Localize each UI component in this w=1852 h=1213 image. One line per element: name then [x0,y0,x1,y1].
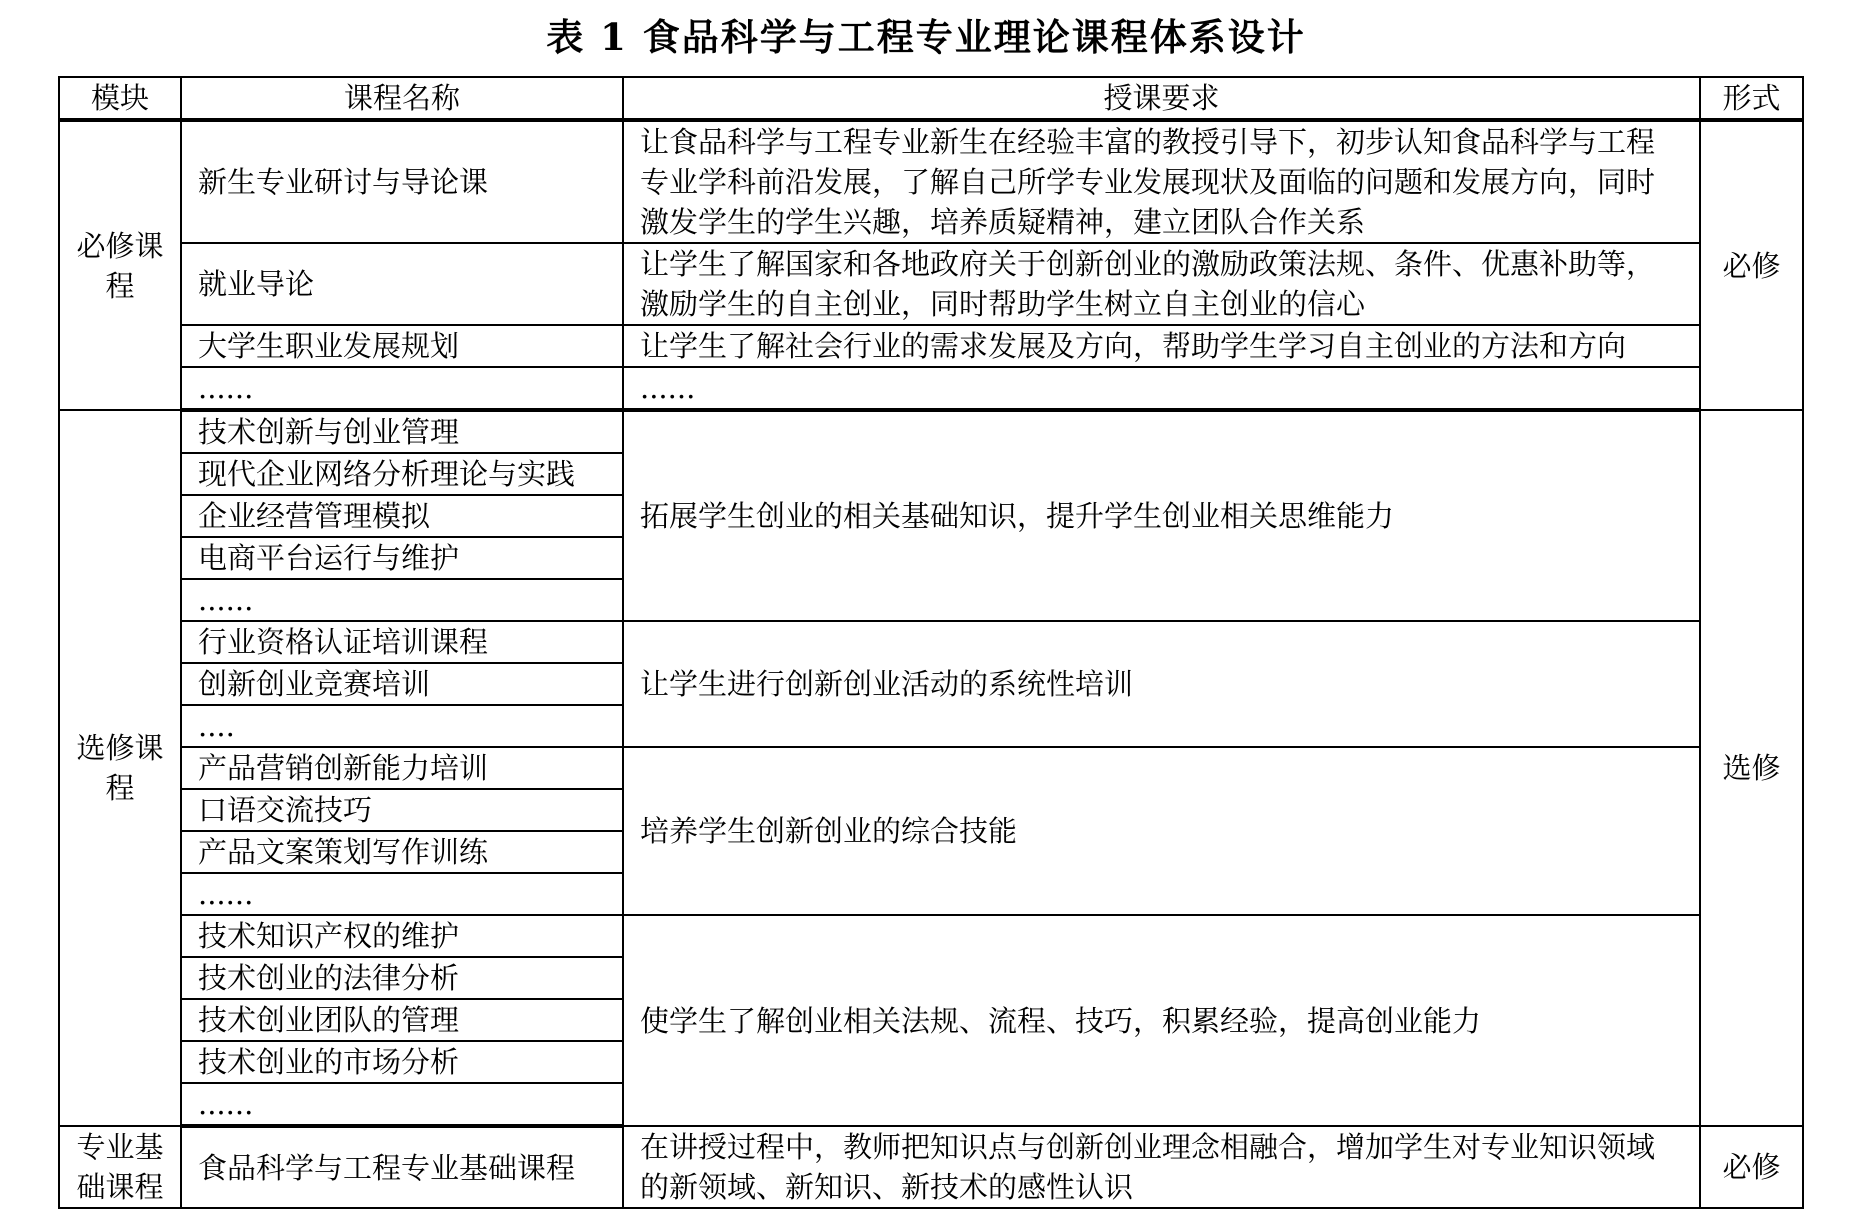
course-cell: 技术创新与创业管理 [181,410,623,453]
module-cell: 专业基础课程 [59,1126,181,1208]
table-row [59,367,1803,410]
course-cell: 口语交流技巧 [181,789,623,831]
requirement-cell: 拓展学生创业的相关基础知识，提升学生创业相关思维能力 [623,410,1700,621]
module-cell: 选修课程 [59,410,181,1126]
course-cell: 技术创业的市场分析 [181,1041,623,1083]
course-cell: ...... [181,873,623,915]
table-row [59,325,1803,367]
course-cell: 技术创业团队的管理 [181,999,623,1041]
course-cell: 技术知识产权的维护 [181,915,623,957]
requirement-cell: 使学生了解创业相关法规、流程、技巧，积累经验，提高创业能力 [623,915,1700,1126]
requirement-cell: 让学生了解国家和各地政府关于创新创业的激励政策法规、条件、优惠补助等，激励学生的自主创业，同时帮助学生树立自主创业的信心 [623,243,1700,325]
table-row [59,243,1803,325]
course-cell: ...... [181,1083,623,1126]
course-table [58,76,1804,1209]
form-cell: 必修 [1700,1126,1803,1208]
course-cell: ...... [181,367,623,410]
course-cell: 产品文案策划写作训练 [181,831,623,873]
course-cell: 创新创业竞赛培训 [181,663,623,705]
requirement-cell: 培养学生创新创业的综合技能 [623,747,1700,915]
requirement-cell: 让学生了解社会行业的需求发展及方向，帮助学生学习自主创业的方法和方向 [623,325,1700,367]
requirement-cell: 让学生进行创新创业活动的系统性培训 [623,621,1700,747]
form-cell: 必修 [1700,120,1803,410]
header-requirement: 授课要求 [623,77,1700,120]
course-cell: 企业经营管理模拟 [181,495,623,537]
course-cell: 现代企业网络分析理论与实践 [181,453,623,495]
table-row [59,915,1803,957]
course-cell: 新生专业研讨与导论课 [181,120,623,243]
table-row [59,621,1803,663]
table-row [59,1126,1803,1208]
header-module: 模块 [59,77,181,120]
course-cell: 电商平台运行与维护 [181,537,623,579]
table-row [59,747,1803,789]
requirement-cell: ...... [623,367,1700,410]
course-cell: 技术创业的法律分析 [181,957,623,999]
form-cell: 选修 [1700,410,1803,1126]
table-row [59,120,1803,243]
table-row [59,410,1803,453]
header-form: 形式 [1700,77,1803,120]
module-cell: 必修课程 [59,120,181,410]
requirement-cell: 让食品科学与工程专业新生在经验丰富的教授引导下，初步认知食品科学与工程专业学科前沿发展，了解自己所学专业发展现状及面临的问题和发展方向，同时激发学生的学生兴趣，培养质疑精神，建立团队合作关系 [623,120,1700,243]
table-header-row [59,77,1803,120]
course-cell: ...... [181,579,623,621]
header-course: 课程名称 [181,77,623,120]
course-cell: 大学生职业发展规划 [181,325,623,367]
requirement-cell: 在讲授过程中，教师把知识点与创新创业理念相融合，增加学生对专业知识领域的新领域、新知识、新技术的感性认识 [623,1126,1700,1208]
course-cell: .... [181,705,623,747]
table-title: 表 1 食品科学与工程专业理论课程体系设计 [546,15,1306,59]
course-cell: 食品科学与工程专业基础课程 [181,1126,623,1208]
course-cell: 行业资格认证培训课程 [181,621,623,663]
course-cell: 就业导论 [181,243,623,325]
course-cell: 产品营销创新能力培训 [181,747,623,789]
